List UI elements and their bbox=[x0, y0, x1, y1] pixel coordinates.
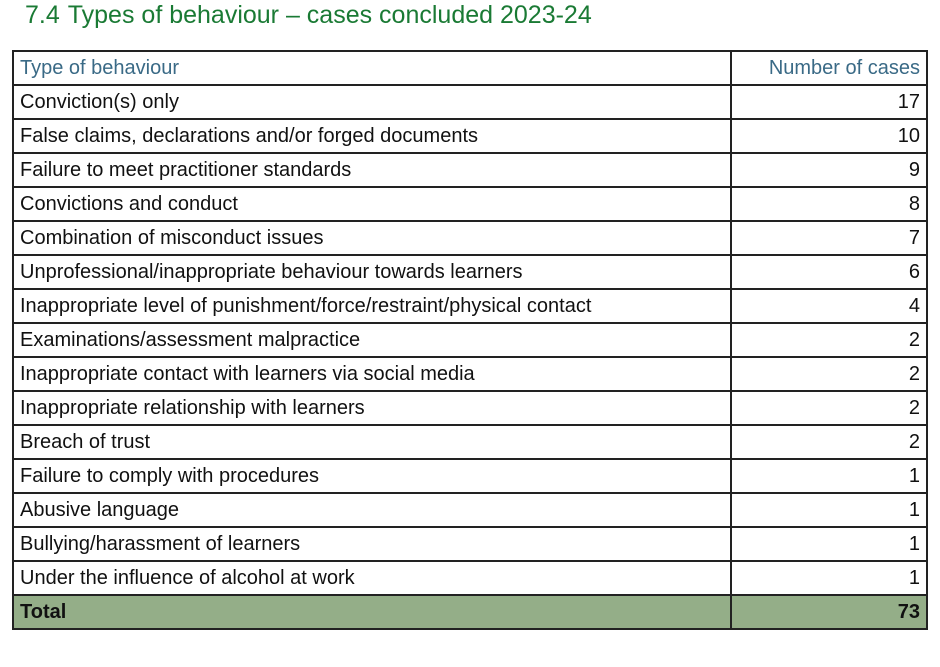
table-row bbox=[13, 425, 927, 459]
behaviour-type-cell: Inappropriate level of punishment/force/restraint/physical contact bbox=[13, 289, 731, 323]
total-label: Total bbox=[13, 595, 731, 629]
table-row bbox=[13, 85, 927, 119]
table-row bbox=[13, 493, 927, 527]
behaviour-type-cell: Examinations/assessment malpractice bbox=[13, 323, 731, 357]
behaviour-type-cell: False claims, declarations and/or forged documents bbox=[13, 119, 731, 153]
case-count-cell: 2 bbox=[731, 323, 927, 357]
case-count-cell: 17 bbox=[731, 85, 927, 119]
table-row bbox=[13, 119, 927, 153]
case-count-cell: 4 bbox=[731, 289, 927, 323]
total-row bbox=[13, 595, 927, 629]
behaviour-table bbox=[12, 50, 928, 630]
behaviour-type-cell: Failure to meet practitioner standards bbox=[13, 153, 731, 187]
column-header-count: Number of cases bbox=[731, 51, 927, 85]
behaviour-type-cell: Under the influence of alcohol at work bbox=[13, 561, 731, 595]
table-row bbox=[13, 527, 927, 561]
table-row bbox=[13, 153, 927, 187]
behaviour-type-cell: Breach of trust bbox=[13, 425, 731, 459]
behaviour-type-cell: Abusive language bbox=[13, 493, 731, 527]
case-count-cell: 2 bbox=[731, 391, 927, 425]
case-count-cell: 9 bbox=[731, 153, 927, 187]
case-count-cell: 1 bbox=[731, 493, 927, 527]
table-row bbox=[13, 221, 927, 255]
case-count-cell: 6 bbox=[731, 255, 927, 289]
section-number: 7.4 bbox=[25, 1, 60, 29]
behaviour-type-cell: Inappropriate contact with learners via social media bbox=[13, 357, 731, 391]
table-row bbox=[13, 357, 927, 391]
column-header-type: Type of behaviour bbox=[13, 51, 731, 85]
case-count-cell: 1 bbox=[731, 527, 927, 561]
behaviour-type-cell: Combination of misconduct issues bbox=[13, 221, 731, 255]
case-count-cell: 1 bbox=[731, 459, 927, 493]
behaviour-type-cell: Inappropriate relationship with learners bbox=[13, 391, 731, 425]
section-heading bbox=[25, 0, 592, 34]
section-title: Types of behaviour – cases concluded 2023-24 bbox=[67, 1, 592, 29]
case-count-cell: 2 bbox=[731, 425, 927, 459]
behaviour-type-cell: Unprofessional/inappropriate behaviour towards learners bbox=[13, 255, 731, 289]
case-count-cell: 10 bbox=[731, 119, 927, 153]
behaviour-type-cell: Convictions and conduct bbox=[13, 187, 731, 221]
table-row bbox=[13, 561, 927, 595]
table-row bbox=[13, 323, 927, 357]
case-count-cell: 7 bbox=[731, 221, 927, 255]
total-count: 73 bbox=[731, 595, 927, 629]
case-count-cell: 8 bbox=[731, 187, 927, 221]
behaviour-type-cell: Conviction(s) only bbox=[13, 85, 731, 119]
behaviour-type-cell: Failure to comply with procedures bbox=[13, 459, 731, 493]
table-row bbox=[13, 187, 927, 221]
table-row bbox=[13, 289, 927, 323]
case-count-cell: 2 bbox=[731, 357, 927, 391]
table-row bbox=[13, 255, 927, 289]
table-row bbox=[13, 391, 927, 425]
table-row bbox=[13, 459, 927, 493]
case-count-cell: 1 bbox=[731, 561, 927, 595]
table-header-row bbox=[13, 51, 927, 85]
behaviour-type-cell: Bullying/harassment of learners bbox=[13, 527, 731, 561]
